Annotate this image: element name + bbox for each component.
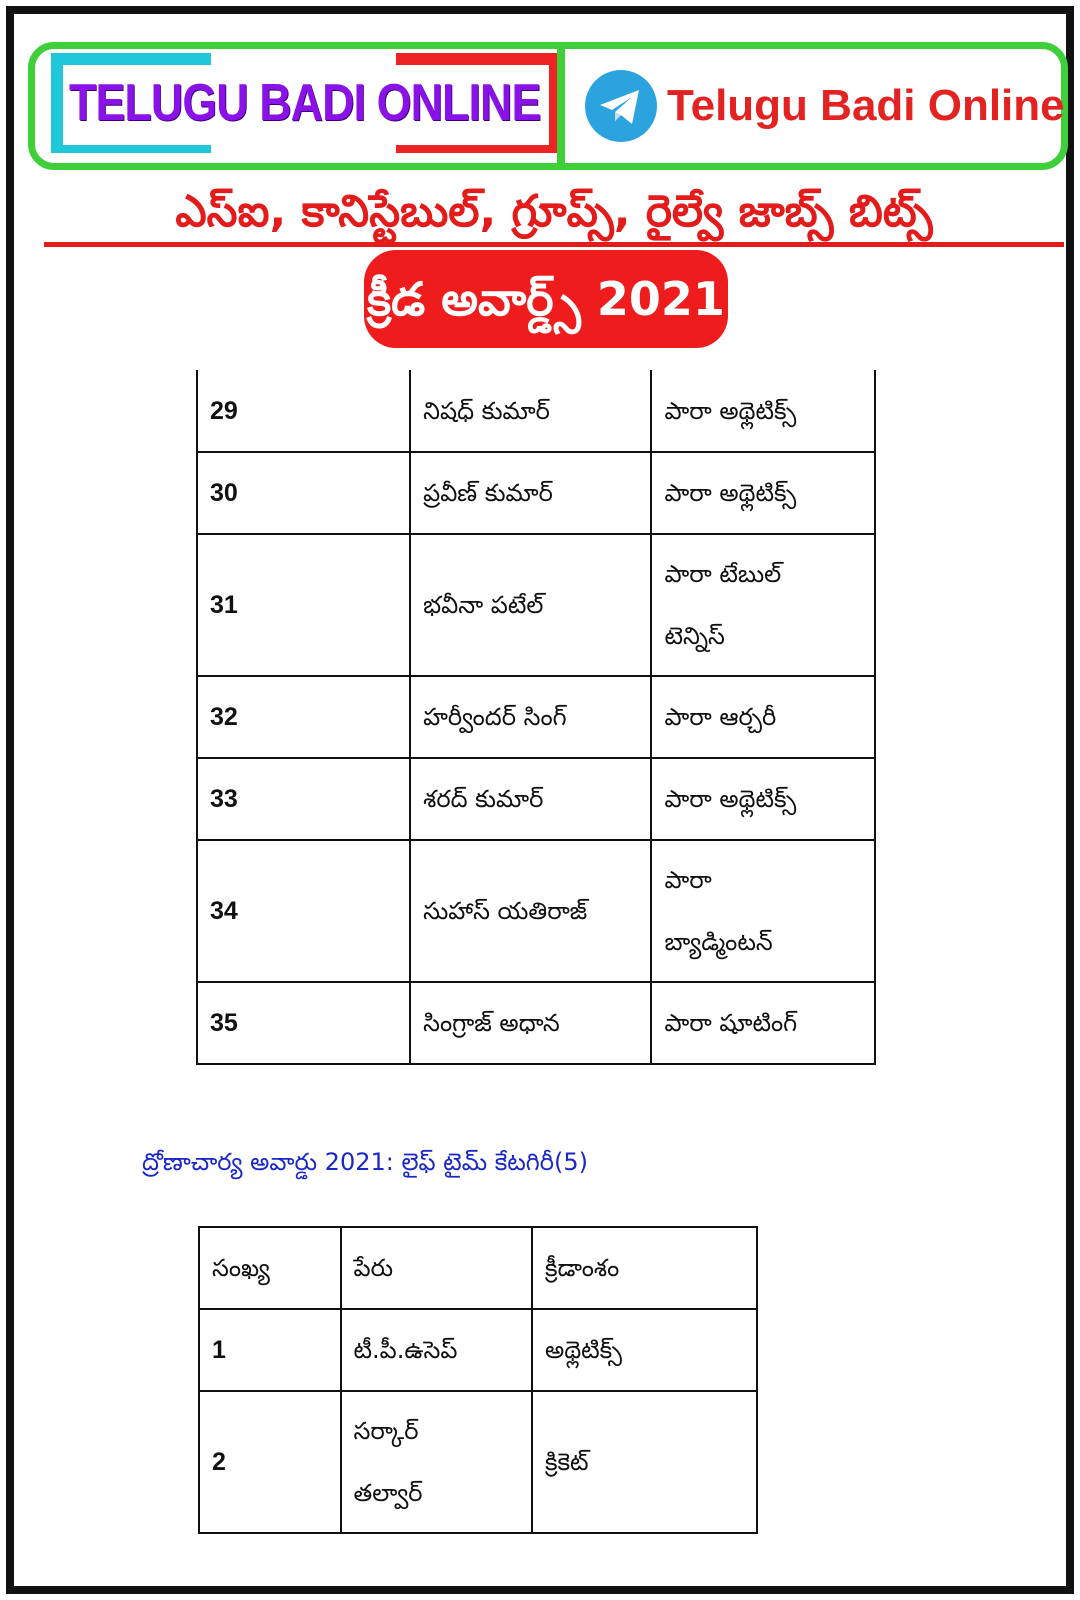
column-header-name: పేరు <box>341 1227 532 1309</box>
sport-line: బ్యాడ్మింటన్ <box>664 928 773 956</box>
row-number: 2 <box>199 1391 341 1533</box>
coach-name: టీ.పీ.ఉసెప్ <box>341 1309 532 1391</box>
table-row <box>197 840 875 982</box>
sport-name: క్రికెట్ <box>532 1391 757 1533</box>
telegram-channel-link[interactable]: Telugu Badi Online <box>667 81 1065 130</box>
sport-name: అథ్లెటిక్స్ <box>532 1309 757 1391</box>
table-row <box>197 370 875 452</box>
row-number: 30 <box>197 452 410 534</box>
brand-logo[interactable] <box>51 53 561 159</box>
row-number: 32 <box>197 676 410 758</box>
column-header-sport: క్రీడాంశం <box>532 1227 757 1309</box>
sport-name <box>651 840 875 982</box>
table-row <box>199 1391 757 1533</box>
brand-title: TELUGU BADI ONLINE <box>69 74 541 132</box>
telegram-icon[interactable] <box>585 70 657 142</box>
name-line: తల్వార్ <box>353 1479 423 1507</box>
row-number: 31 <box>197 534 410 676</box>
table-row <box>197 982 875 1064</box>
row-number: 29 <box>197 370 410 452</box>
topic-badge: క్రీడ అవార్డ్స్ 2021 <box>364 250 728 348</box>
page-frame <box>6 6 1074 1594</box>
row-number: 35 <box>197 982 410 1064</box>
athlete-name: సుహాస్ యతిరాజ్ <box>410 840 651 982</box>
table-row <box>197 452 875 534</box>
dronacharya-table <box>198 1226 758 1534</box>
sport-name <box>651 534 875 676</box>
sport-name: పారా అథ్లెటిక్స్ <box>651 452 875 534</box>
sport-name: పారా ఆర్చరీ <box>651 676 875 758</box>
athlete-name: శరద్ కుమార్ <box>410 758 651 840</box>
athlete-name: నిషధ్ కుమార్ <box>410 370 651 452</box>
logo-frame-cyan-left <box>51 53 63 153</box>
page-subtitle: ఎస్ఐ, కానిస్టేబుల్, గ్రూప్స్, రైల్వే జాబ్స్ బిట్స్ <box>175 186 933 237</box>
subtitle-underline <box>44 242 1064 247</box>
table-row <box>197 676 875 758</box>
coach-name <box>341 1391 532 1533</box>
logo-frame-red-bottom <box>396 145 561 153</box>
table-row <box>199 1309 757 1391</box>
sport-line: పారా <box>664 866 712 894</box>
athlete-name: సింగ్రాజ్ అధాన <box>410 982 651 1064</box>
sport-name: పారా అథ్లెటిక్స్ <box>651 370 875 452</box>
table-header-row <box>199 1227 757 1309</box>
logo-frame-cyan-bottom <box>51 145 211 153</box>
column-header-number: సంఖ్య <box>199 1227 341 1309</box>
row-number: 33 <box>197 758 410 840</box>
header-banner <box>28 42 1068 170</box>
row-number: 34 <box>197 840 410 982</box>
awards-table <box>196 370 876 1065</box>
sport-name: పారా అథ్లెటిక్స్ <box>651 758 875 840</box>
athlete-name: భవీనా పటేల్ <box>410 534 651 676</box>
sport-line: టెన్నిస్ <box>664 622 725 650</box>
row-number: 1 <box>199 1309 341 1391</box>
athlete-name: హర్వీందర్ సింగ్ <box>410 676 651 758</box>
sport-name: పారా షూటింగ్ <box>651 982 875 1064</box>
table-row <box>197 758 875 840</box>
athlete-name: ప్రవీణ్ కుమార్ <box>410 452 651 534</box>
banner-divider <box>557 42 565 170</box>
sport-line: పారా టేబుల్ <box>664 560 782 588</box>
dronacharya-heading: ద్రోణాచార్య అవార్డు 2021: లైఫ్ టైమ్ కేటగిరీ(5) <box>142 1148 589 1176</box>
name-line: సర్కార్ <box>353 1417 419 1445</box>
table-row <box>197 534 875 676</box>
